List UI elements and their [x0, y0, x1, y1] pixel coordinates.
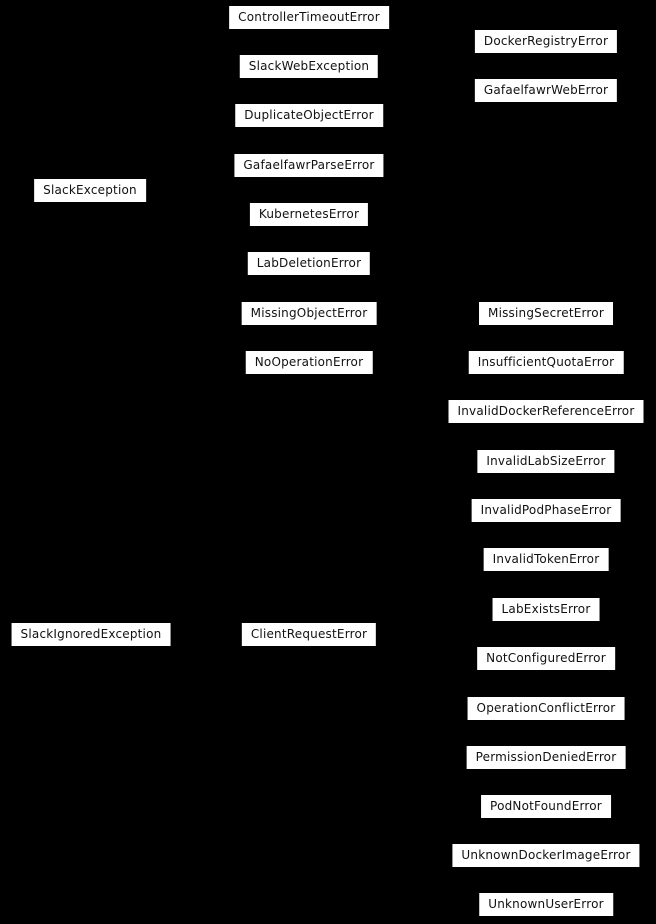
node-duplicate-object-error[interactable]: DuplicateObjectError: [235, 104, 383, 127]
node-unknown-user-error[interactable]: UnknownUserError: [479, 893, 613, 916]
node-slack-exception[interactable]: SlackException: [34, 179, 146, 202]
node-docker-registry-error[interactable]: DockerRegistryError: [475, 30, 617, 53]
node-lab-deletion-error[interactable]: LabDeletionError: [248, 252, 370, 275]
node-operation-conflict-error[interactable]: OperationConflictError: [468, 697, 625, 720]
node-controller-timeout-error[interactable]: ControllerTimeoutError: [229, 6, 389, 29]
node-invalid-pod-phase-error[interactable]: InvalidPodPhaseError: [472, 499, 621, 522]
node-lab-exists-error[interactable]: LabExistsError: [493, 598, 600, 621]
node-invalid-lab-size-error[interactable]: InvalidLabSizeError: [477, 450, 614, 473]
node-invalid-token-error[interactable]: InvalidTokenError: [484, 548, 609, 571]
node-permission-denied-error[interactable]: PermissionDeniedError: [467, 746, 626, 769]
node-slack-web-exception[interactable]: SlackWebException: [240, 55, 378, 78]
node-invalid-docker-reference-error[interactable]: InvalidDockerReferenceError: [449, 400, 644, 423]
node-slack-ignored-exception[interactable]: SlackIgnoredException: [12, 623, 171, 646]
node-pod-not-found-error[interactable]: PodNotFoundError: [481, 795, 611, 818]
node-client-request-error[interactable]: ClientRequestError: [242, 623, 376, 646]
node-insufficient-quota-error[interactable]: InsufficientQuotaError: [469, 351, 624, 374]
node-gafaelfawr-parse-error[interactable]: GafaelfawrParseError: [234, 154, 383, 177]
node-unknown-docker-image-error[interactable]: UnknownDockerImageError: [452, 844, 639, 867]
node-not-configured-error[interactable]: NotConfiguredError: [477, 647, 615, 670]
node-kubernetes-error[interactable]: KubernetesError: [250, 203, 368, 226]
node-missing-object-error[interactable]: MissingObjectError: [242, 302, 377, 325]
node-no-operation-error[interactable]: NoOperationError: [246, 351, 373, 374]
node-missing-secret-error[interactable]: MissingSecretError: [479, 302, 613, 325]
node-gafaelfawr-web-error[interactable]: GafaelfawrWebError: [475, 79, 617, 102]
